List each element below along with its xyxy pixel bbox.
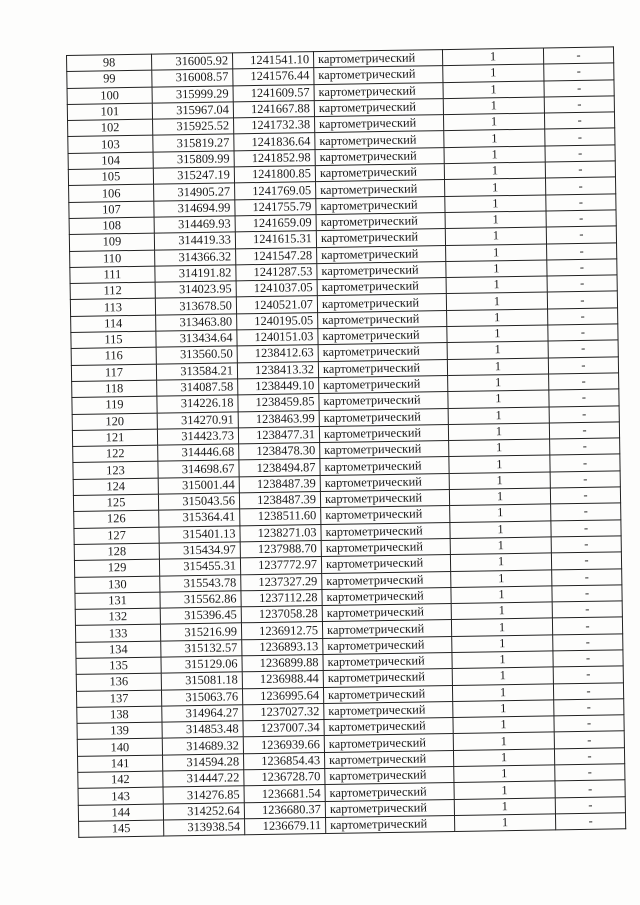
dash-cell: - [552, 601, 622, 618]
dash-cell: - [553, 634, 623, 651]
accuracy-cell: 1 [445, 195, 546, 213]
point-number-cell: 133 [75, 624, 160, 642]
y-coordinate-cell: 1237327.29 [241, 573, 322, 591]
method-cell: картометрический [319, 392, 448, 410]
dash-cell: - [548, 340, 618, 357]
point-number-cell: 106 [69, 185, 154, 203]
point-number-cell: 132 [75, 608, 160, 626]
x-coordinate-cell: 314226.18 [157, 395, 238, 413]
x-coordinate-cell: 315247.19 [153, 167, 234, 185]
method-cell: картометрический [325, 767, 454, 785]
y-coordinate-cell: 1241755.79 [235, 198, 316, 216]
method-cell: картометрический [317, 278, 446, 296]
point-number-cell: 136 [76, 673, 161, 691]
accuracy-cell: 1 [453, 749, 554, 767]
dash-cell: - [552, 617, 622, 634]
dash-cell: - [544, 112, 614, 129]
point-number-cell: 117 [71, 364, 156, 382]
dash-cell: - [547, 259, 617, 276]
accuracy-cell: 1 [453, 716, 554, 734]
point-number-cell: 98 [67, 54, 152, 72]
point-number-cell: 134 [76, 641, 161, 659]
accuracy-cell: 1 [454, 814, 555, 832]
point-number-cell: 103 [68, 136, 153, 154]
x-coordinate-cell: 314419.33 [154, 232, 235, 250]
y-coordinate-cell: 1238477.31 [238, 426, 319, 444]
method-cell: картометрический [324, 734, 453, 752]
y-coordinate-cell: 1236912.75 [241, 622, 322, 640]
point-number-cell: 139 [77, 722, 162, 740]
y-coordinate-cell: 1237988.70 [240, 540, 321, 558]
method-cell: картометрический [322, 571, 451, 589]
x-coordinate-cell: 314698.67 [158, 460, 239, 478]
method-cell: картометрический [320, 457, 449, 475]
y-coordinate-cell: 1236680.37 [244, 801, 325, 819]
x-coordinate-cell: 315132.57 [161, 639, 242, 657]
point-number-cell: 140 [77, 739, 162, 757]
method-cell: картометрический [318, 343, 447, 361]
x-coordinate-cell: 314694.99 [154, 200, 235, 218]
y-coordinate-cell: 1241541.10 [232, 52, 313, 70]
point-number-cell: 144 [78, 804, 163, 822]
x-coordinate-cell: 313434.64 [156, 330, 237, 348]
x-coordinate-cell: 314853.48 [162, 721, 243, 739]
point-number-cell: 130 [75, 576, 160, 594]
y-coordinate-cell: 1238494.87 [239, 459, 320, 477]
method-cell: картометрический [316, 229, 445, 247]
y-coordinate-cell: 1238487.39 [239, 475, 320, 493]
dash-cell: - [544, 79, 614, 96]
dash-cell: - [553, 650, 623, 667]
x-coordinate-cell: 315999.29 [152, 85, 233, 103]
x-coordinate-cell: 314087.58 [157, 379, 238, 397]
x-coordinate-cell: 314252.64 [163, 802, 244, 820]
y-coordinate-cell: 1238463.99 [238, 410, 319, 428]
point-number-cell: 141 [78, 755, 163, 773]
point-number-cell: 123 [73, 462, 158, 480]
accuracy-cell: 1 [449, 488, 550, 506]
y-coordinate-cell: 1241547.28 [236, 247, 317, 265]
method-cell: картометрический [325, 799, 454, 817]
point-number-cell: 119 [72, 396, 157, 414]
x-coordinate-cell: 313463.80 [156, 314, 237, 332]
dash-cell: - [543, 47, 613, 64]
point-number-cell: 122 [73, 445, 158, 463]
x-coordinate-cell: 316005.92 [151, 53, 232, 71]
method-cell: картометрический [325, 783, 454, 801]
dash-cell: - [548, 308, 618, 325]
y-coordinate-cell: 1241852.98 [234, 149, 315, 167]
dash-cell: - [548, 357, 618, 374]
accuracy-cell: 1 [447, 325, 548, 343]
dash-cell: - [555, 813, 625, 830]
accuracy-cell: 1 [452, 683, 553, 701]
y-coordinate-cell: 1241609.57 [233, 84, 314, 102]
dash-cell: - [551, 519, 621, 536]
accuracy-cell: 1 [448, 406, 549, 424]
accuracy-cell: 1 [445, 211, 546, 229]
accuracy-cell: 1 [452, 635, 553, 653]
x-coordinate-cell: 314447.22 [163, 770, 244, 788]
dash-cell: - [553, 682, 623, 699]
dash-cell: - [547, 242, 617, 259]
dash-cell: - [547, 275, 617, 292]
x-coordinate-cell: 313938.54 [164, 819, 245, 837]
dash-cell: - [546, 194, 616, 211]
y-coordinate-cell: 1238459.85 [238, 394, 319, 412]
point-number-cell: 131 [75, 592, 160, 610]
point-number-cell: 112 [70, 282, 155, 300]
dash-cell: - [550, 487, 620, 504]
x-coordinate-cell: 315364.41 [159, 509, 240, 527]
accuracy-cell: 1 [448, 390, 549, 408]
accuracy-cell: 1 [452, 651, 553, 669]
x-coordinate-cell: 315434.97 [159, 542, 240, 560]
accuracy-cell: 1 [451, 602, 552, 620]
y-coordinate-cell: 1236988.44 [242, 671, 323, 689]
x-coordinate-cell: 315401.13 [159, 525, 240, 543]
dash-cell: - [549, 422, 619, 439]
x-coordinate-cell: 313584.21 [156, 362, 237, 380]
y-coordinate-cell: 1236899.88 [242, 655, 323, 673]
dash-cell: - [548, 324, 618, 341]
accuracy-cell: 1 [453, 732, 554, 750]
dash-cell: - [550, 438, 620, 455]
x-coordinate-cell: 315562.86 [160, 591, 241, 609]
x-coordinate-cell: 315819.27 [153, 134, 234, 152]
point-number-cell: 104 [68, 152, 153, 170]
method-cell: картометрический [324, 718, 453, 736]
dash-cell: - [551, 503, 621, 520]
point-number-cell: 118 [72, 380, 157, 398]
dash-cell: - [555, 796, 625, 813]
y-coordinate-cell: 1241576.44 [233, 68, 314, 86]
accuracy-cell: 1 [451, 618, 552, 636]
method-cell: картометрический [319, 424, 448, 442]
method-cell: картометрический [320, 490, 449, 508]
y-coordinate-cell: 1236939.66 [243, 736, 324, 754]
method-cell: картометрический [321, 538, 450, 556]
accuracy-cell: 1 [443, 113, 544, 131]
accuracy-cell: 1 [444, 146, 545, 164]
dash-cell: - [552, 585, 622, 602]
method-cell: картометрический [316, 213, 445, 231]
dash-cell: - [555, 780, 625, 797]
point-number-cell: 114 [71, 315, 156, 333]
accuracy-cell: 1 [450, 553, 551, 571]
accuracy-cell: 1 [450, 504, 551, 522]
x-coordinate-cell: 315081.18 [161, 672, 242, 690]
x-coordinate-cell: 314905.27 [154, 183, 235, 201]
point-number-cell: 137 [76, 690, 161, 708]
y-coordinate-cell: 1237112.28 [241, 589, 322, 607]
y-coordinate-cell: 1238478.30 [239, 443, 320, 461]
accuracy-cell: 1 [450, 521, 551, 539]
accuracy-cell: 1 [444, 162, 545, 180]
method-cell: картометрический [317, 245, 446, 263]
dash-cell: - [550, 471, 620, 488]
x-coordinate-cell: 315967.04 [152, 102, 233, 120]
method-cell: картометрический [319, 375, 448, 393]
method-cell: картометрический [318, 359, 447, 377]
dash-cell: - [555, 764, 625, 781]
dash-cell: - [546, 210, 616, 227]
point-number-cell: 120 [72, 413, 157, 431]
dash-cell: - [549, 389, 619, 406]
point-number-cell: 143 [78, 787, 163, 805]
y-coordinate-cell: 1241836.64 [234, 133, 315, 151]
method-cell: картометрический [323, 669, 452, 687]
y-coordinate-cell: 1241615.31 [235, 231, 316, 249]
point-number-cell: 126 [74, 510, 159, 528]
dash-cell: - [545, 145, 615, 162]
method-cell: картометрический [315, 131, 444, 149]
accuracy-cell: 1 [445, 178, 546, 196]
point-number-cell: 145 [79, 820, 164, 838]
accuracy-cell: 1 [449, 439, 550, 457]
x-coordinate-cell: 314446.68 [158, 444, 239, 462]
x-coordinate-cell: 314689.32 [162, 737, 243, 755]
point-number-cell: 135 [76, 657, 161, 675]
point-number-cell: 142 [78, 771, 163, 789]
method-cell: картометрический [317, 294, 446, 312]
method-cell: картометрический [313, 50, 442, 68]
accuracy-cell: 1 [448, 423, 549, 441]
dash-cell: - [544, 63, 614, 80]
dash-cell: - [551, 552, 621, 569]
point-number-cell: 111 [70, 266, 155, 284]
y-coordinate-cell: 1236681.54 [244, 785, 325, 803]
x-coordinate-cell: 315543.78 [160, 574, 241, 592]
accuracy-cell: 1 [449, 455, 550, 473]
y-coordinate-cell: 1238511.60 [240, 508, 321, 526]
method-cell: картометрический [316, 180, 445, 198]
method-cell: картометрический [319, 408, 448, 426]
y-coordinate-cell: 1237058.28 [241, 606, 322, 624]
y-coordinate-cell: 1238413.32 [237, 361, 318, 379]
point-number-cell: 125 [73, 494, 158, 512]
dash-cell: - [545, 161, 615, 178]
x-coordinate-cell: 315129.06 [161, 656, 242, 674]
y-coordinate-cell: 1238449.10 [238, 378, 319, 396]
point-number-cell: 115 [71, 331, 156, 349]
dash-cell: - [549, 373, 619, 390]
x-coordinate-cell: 314594.28 [163, 754, 244, 772]
x-coordinate-cell: 315216.99 [160, 623, 241, 641]
x-coordinate-cell: 315809.99 [153, 151, 234, 169]
y-coordinate-cell: 1241800.85 [234, 166, 315, 184]
accuracy-cell: 1 [447, 358, 548, 376]
point-number-cell: 105 [68, 168, 153, 186]
y-coordinate-cell: 1237027.32 [243, 703, 324, 721]
x-coordinate-cell: 314276.85 [163, 786, 244, 804]
y-coordinate-cell: 1241732.38 [234, 117, 315, 135]
dash-cell: - [546, 226, 616, 243]
dash-cell: - [552, 568, 622, 585]
accuracy-cell: 1 [443, 81, 544, 99]
x-coordinate-cell: 313560.50 [156, 346, 237, 364]
y-coordinate-cell: 1241769.05 [235, 182, 316, 200]
method-cell: картометрический [320, 473, 449, 491]
y-coordinate-cell: 1237772.97 [240, 557, 321, 575]
method-cell: картометрический [322, 620, 451, 638]
point-number-cell: 102 [68, 119, 153, 137]
method-cell: картометрический [323, 636, 452, 654]
accuracy-cell: 1 [446, 260, 547, 278]
point-number-cell: 138 [77, 706, 162, 724]
x-coordinate-cell: 314469.93 [154, 216, 235, 234]
point-number-cell: 128 [74, 543, 159, 561]
method-cell: картометрический [317, 261, 446, 279]
point-number-cell: 127 [74, 527, 159, 545]
method-cell: картометрический [321, 506, 450, 524]
method-cell: картометрический [315, 115, 444, 133]
x-coordinate-cell: 314270.91 [157, 411, 238, 429]
y-coordinate-cell: 1236854.43 [243, 752, 324, 770]
x-coordinate-cell: 314023.95 [155, 281, 236, 299]
dash-cell: - [550, 454, 620, 471]
dash-cell: - [551, 536, 621, 553]
method-cell: картометрический [315, 147, 444, 165]
dash-cell: - [547, 291, 617, 308]
y-coordinate-cell: 1240151.03 [237, 329, 318, 347]
point-number-cell: 110 [70, 250, 155, 268]
method-cell: картометрический [315, 164, 444, 182]
x-coordinate-cell: 315001.44 [158, 477, 239, 495]
method-cell: картометрический [318, 310, 447, 328]
method-cell: картометрический [314, 66, 443, 84]
point-number-cell: 101 [67, 103, 152, 121]
x-coordinate-cell: 314423.73 [157, 428, 238, 446]
method-cell: картометрический [324, 701, 453, 719]
point-number-cell: 109 [69, 233, 154, 251]
method-cell: картометрический [323, 652, 452, 670]
accuracy-cell: 1 [445, 227, 546, 245]
accuracy-cell: 1 [448, 374, 549, 392]
y-coordinate-cell: 1240521.07 [236, 296, 317, 314]
method-cell: картометрический [323, 685, 452, 703]
x-coordinate-cell: 315925.52 [153, 118, 234, 136]
method-cell: картометрический [322, 604, 451, 622]
dash-cell: - [554, 731, 624, 748]
method-cell: картометрический [314, 82, 443, 100]
accuracy-cell: 1 [449, 472, 550, 490]
x-coordinate-cell: 315396.45 [160, 607, 241, 625]
method-cell: картометрический [322, 587, 451, 605]
point-number-cell: 124 [73, 478, 158, 496]
dash-cell: - [544, 96, 614, 113]
accuracy-cell: 1 [453, 700, 554, 718]
y-coordinate-cell: 1238271.03 [240, 524, 321, 542]
accuracy-cell: 1 [444, 129, 545, 147]
y-coordinate-cell: 1236893.13 [242, 638, 323, 656]
y-coordinate-cell: 1236995.64 [242, 687, 323, 705]
x-coordinate-cell: 316008.57 [152, 69, 233, 87]
accuracy-cell: 1 [450, 537, 551, 555]
y-coordinate-cell: 1236679.11 [245, 817, 326, 835]
coordinates-table [66, 46, 626, 838]
method-cell: картометрический [314, 98, 443, 116]
method-cell: картометрический [324, 750, 453, 768]
x-coordinate-cell: 314366.32 [155, 248, 236, 266]
accuracy-cell: 1 [451, 586, 552, 604]
point-number-cell: 99 [67, 70, 152, 88]
point-number-cell: 129 [74, 559, 159, 577]
accuracy-cell: 1 [454, 798, 555, 816]
point-number-cell: 116 [71, 347, 156, 365]
y-coordinate-cell: 1240195.05 [237, 312, 318, 330]
accuracy-cell: 1 [447, 341, 548, 359]
accuracy-cell: 1 [443, 97, 544, 115]
accuracy-cell: 1 [454, 765, 555, 783]
y-coordinate-cell: 1241667.88 [233, 100, 314, 118]
dash-cell: - [545, 177, 615, 194]
method-cell: картометрический [326, 815, 455, 833]
y-coordinate-cell: 1241287.53 [236, 263, 317, 281]
y-coordinate-cell: 1236728.70 [244, 769, 325, 787]
accuracy-cell: 1 [446, 276, 547, 294]
x-coordinate-cell: 314964.27 [162, 705, 243, 723]
method-cell: картометрический [320, 441, 449, 459]
x-coordinate-cell: 315063.76 [161, 688, 242, 706]
y-coordinate-cell: 1238487.39 [239, 492, 320, 510]
accuracy-cell: 1 [454, 781, 555, 799]
accuracy-cell: 1 [451, 569, 552, 587]
coordinates-sheet [66, 46, 626, 838]
method-cell: картометрический [318, 327, 447, 345]
y-coordinate-cell: 1238412.63 [237, 345, 318, 363]
accuracy-cell: 1 [442, 48, 543, 66]
method-cell: картометрический [321, 522, 450, 540]
accuracy-cell: 1 [446, 244, 547, 262]
y-coordinate-cell: 1241037.05 [236, 280, 317, 298]
point-number-cell: 113 [70, 299, 155, 317]
x-coordinate-cell: 315043.56 [158, 493, 239, 511]
accuracy-cell: 1 [452, 667, 553, 685]
x-coordinate-cell: 314191.82 [155, 265, 236, 283]
method-cell: картометрический [316, 196, 445, 214]
dash-cell: - [554, 748, 624, 765]
y-coordinate-cell: 1237007.34 [243, 720, 324, 738]
point-number-cell: 121 [72, 429, 157, 447]
accuracy-cell: 1 [447, 309, 548, 327]
accuracy-cell: 1 [446, 292, 547, 310]
point-number-cell: 108 [69, 217, 154, 235]
accuracy-cell: 1 [443, 64, 544, 82]
method-cell: картометрический [321, 555, 450, 573]
dash-cell: - [553, 666, 623, 683]
dash-cell: - [545, 128, 615, 145]
dash-cell: - [549, 405, 619, 422]
dash-cell: - [554, 715, 624, 732]
x-coordinate-cell: 315455.31 [159, 558, 240, 576]
point-number-cell: 107 [69, 201, 154, 219]
x-coordinate-cell: 313678.50 [155, 297, 236, 315]
y-coordinate-cell: 1241659.09 [235, 215, 316, 233]
point-number-cell: 100 [67, 87, 152, 105]
coordinates-table-body [67, 47, 626, 838]
dash-cell: - [554, 699, 624, 716]
